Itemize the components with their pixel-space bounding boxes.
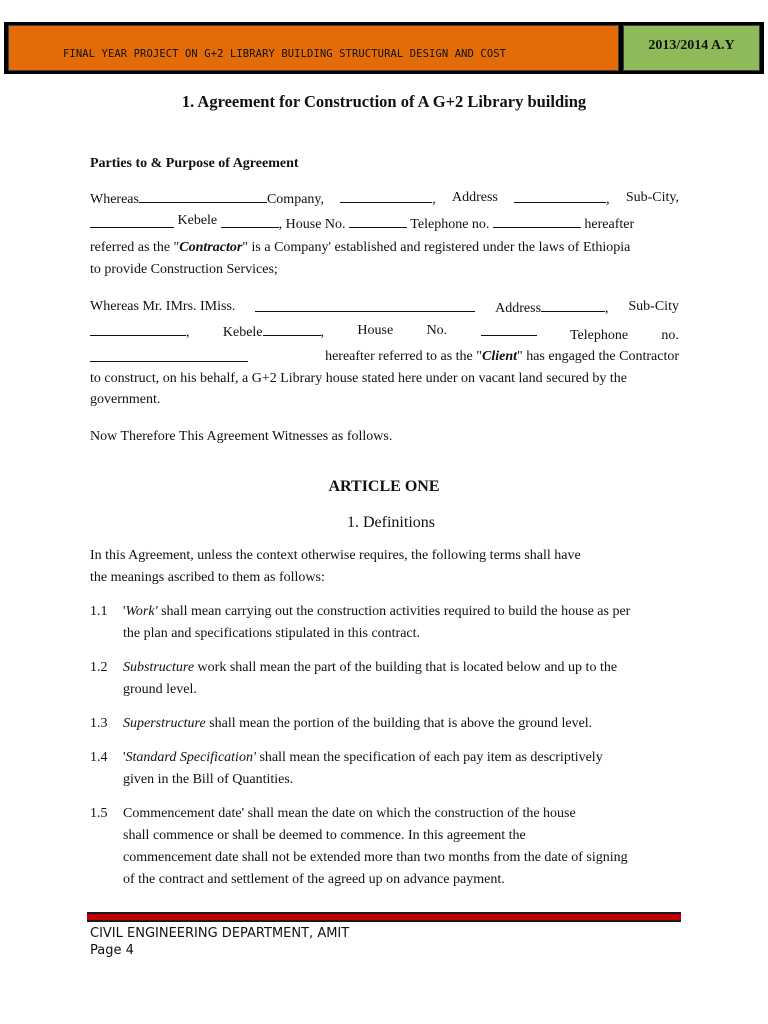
footer-page-number: Page 4 <box>90 943 134 958</box>
definition-text: work shall mean the part of the building that is located below and up to the <box>194 660 618 675</box>
item-number: 1.2 <box>90 660 108 675</box>
footer-department: CIVIL ENGINEERING DEPARTMENT, AMIT <box>90 926 350 941</box>
header-academic-year: 2013/2014 A.Y <box>623 25 760 71</box>
term-work: Work' <box>125 604 158 619</box>
text-telephone: Telephone <box>569 328 629 343</box>
blank-field <box>349 214 407 228</box>
term-superstructure: Superstructure <box>123 716 206 731</box>
text-subcity: Sub-City, <box>625 190 679 205</box>
text-company: Company, <box>266 192 325 207</box>
definition-line <box>123 828 680 844</box>
client-line-4: to construct, on his behalf, a G+2 Library house stated here under on vacant land secured by the <box>90 371 627 386</box>
term-contractor: Contractor <box>179 240 243 255</box>
definition-text: shall commence or shall be deemed to commence. In this agreement the <box>123 828 526 843</box>
text-referred: referred as the " <box>90 240 180 255</box>
item-number: 1.4 <box>90 750 108 765</box>
definition-line: ground level. <box>123 682 197 697</box>
text-has-engaged: " has engaged the Contractor <box>517 349 679 364</box>
client-line-5: government. <box>90 392 161 407</box>
text-kebele: Kebele <box>177 213 218 228</box>
definition-line: of the contract and settlement of the agreed up on advance payment. <box>123 872 505 887</box>
term-client: Client <box>481 349 517 364</box>
blank-field <box>255 298 475 312</box>
blank-field <box>263 322 321 336</box>
blank-field <box>90 322 186 336</box>
definition-line: given in the Bill of Quantities. <box>123 772 294 787</box>
page-header <box>4 22 764 74</box>
blank-field <box>221 214 279 228</box>
contractor-line-4: to provide Construction Services; <box>90 262 278 277</box>
text-house-no: , House No. <box>278 217 346 232</box>
item-number: 1.3 <box>90 716 108 731</box>
definition-line <box>123 716 592 732</box>
definition-text: shall mean the specification of each pay item as descriptively <box>255 750 603 765</box>
text-address: Address <box>451 190 498 205</box>
text-comma: , <box>186 325 190 340</box>
definition-line: commencement date shall not be extended more than two months from the date of signing <box>123 850 628 865</box>
witness-statement: Now Therefore This Agreement Witnesses as follows. <box>90 429 393 444</box>
contractor-line-3 <box>90 239 630 257</box>
definitions-heading: 1. Definitions <box>347 514 435 531</box>
definition-line <box>123 660 617 676</box>
text-hereafter-referred: hereafter referred to as the " <box>325 349 482 364</box>
client-line-2: , Kebele , House No. Telephone no. <box>90 322 679 342</box>
text-whereas-client: Whereas Mr. IMrs. IMiss. <box>90 299 236 314</box>
article-heading: ARTICLE ONE <box>328 478 440 495</box>
client-line-3 <box>90 348 679 366</box>
text-subcity: Sub-City <box>628 299 679 314</box>
text-whereas: Whereas <box>90 192 139 207</box>
definition-line: the plan and specifications stipulated in this contract. <box>123 626 421 641</box>
text-no: No. <box>426 323 448 338</box>
blank-field <box>541 298 605 312</box>
blank-field <box>340 189 432 203</box>
intro-line-1: In this Agreement, unless the context otherwise requires, the following terms shall have <box>90 548 581 563</box>
footer-divider <box>87 912 681 922</box>
contractor-line-2 <box>90 214 679 234</box>
text-company-established: " is a Company' established and registered under the laws of Ethiopia <box>242 240 631 255</box>
quote-mark: ' <box>123 604 126 619</box>
blank-field <box>139 189 267 203</box>
text-telephone: Telephone no. <box>410 217 490 232</box>
item-number: 1.5 <box>90 806 108 821</box>
blank-field <box>90 348 248 362</box>
text-kebele: Kebele <box>222 325 263 340</box>
intro-line-2: the meanings ascribed to them as follows: <box>90 570 325 585</box>
definition-text: shall mean the portion of the building that is above the ground level. <box>205 716 593 731</box>
blank-field <box>90 214 174 228</box>
quote-mark: ' <box>123 750 126 765</box>
term-standard-specification: Standard Specification' <box>125 750 256 765</box>
text-no: no. <box>661 328 679 343</box>
text-house: House <box>357 323 394 338</box>
blank-field <box>514 189 606 203</box>
item-number: 1.1 <box>90 604 108 619</box>
blank-field <box>493 214 581 228</box>
text-hereafter: hereafter <box>584 217 635 232</box>
blank-field <box>481 322 537 336</box>
definition-line: Commencement date' shall mean the date on which the construction of the house <box>123 806 576 821</box>
agreement-title: 1. Agreement for Construction of A G+2 Library building <box>181 92 587 111</box>
section-heading-parties: Parties to & Purpose of Agreement <box>90 156 299 171</box>
definition-line <box>123 604 630 620</box>
contractor-line-1: Whereas Company, , Address , Sub-City, <box>90 190 679 207</box>
header-project-title: FINAL YEAR PROJECT ON G+2 LIBRARY BUILDING STRUCTURAL DESIGN AND COST <box>8 25 619 71</box>
text-address: Address <box>495 301 542 316</box>
definition-text: shall mean carrying out the construction activities required to build the house as per <box>157 604 631 619</box>
term-substructure: Substructure <box>123 660 195 675</box>
client-line-1: Whereas Mr. IMrs. IMiss. Address , Sub-City <box>90 299 679 316</box>
definition-line <box>123 750 603 766</box>
